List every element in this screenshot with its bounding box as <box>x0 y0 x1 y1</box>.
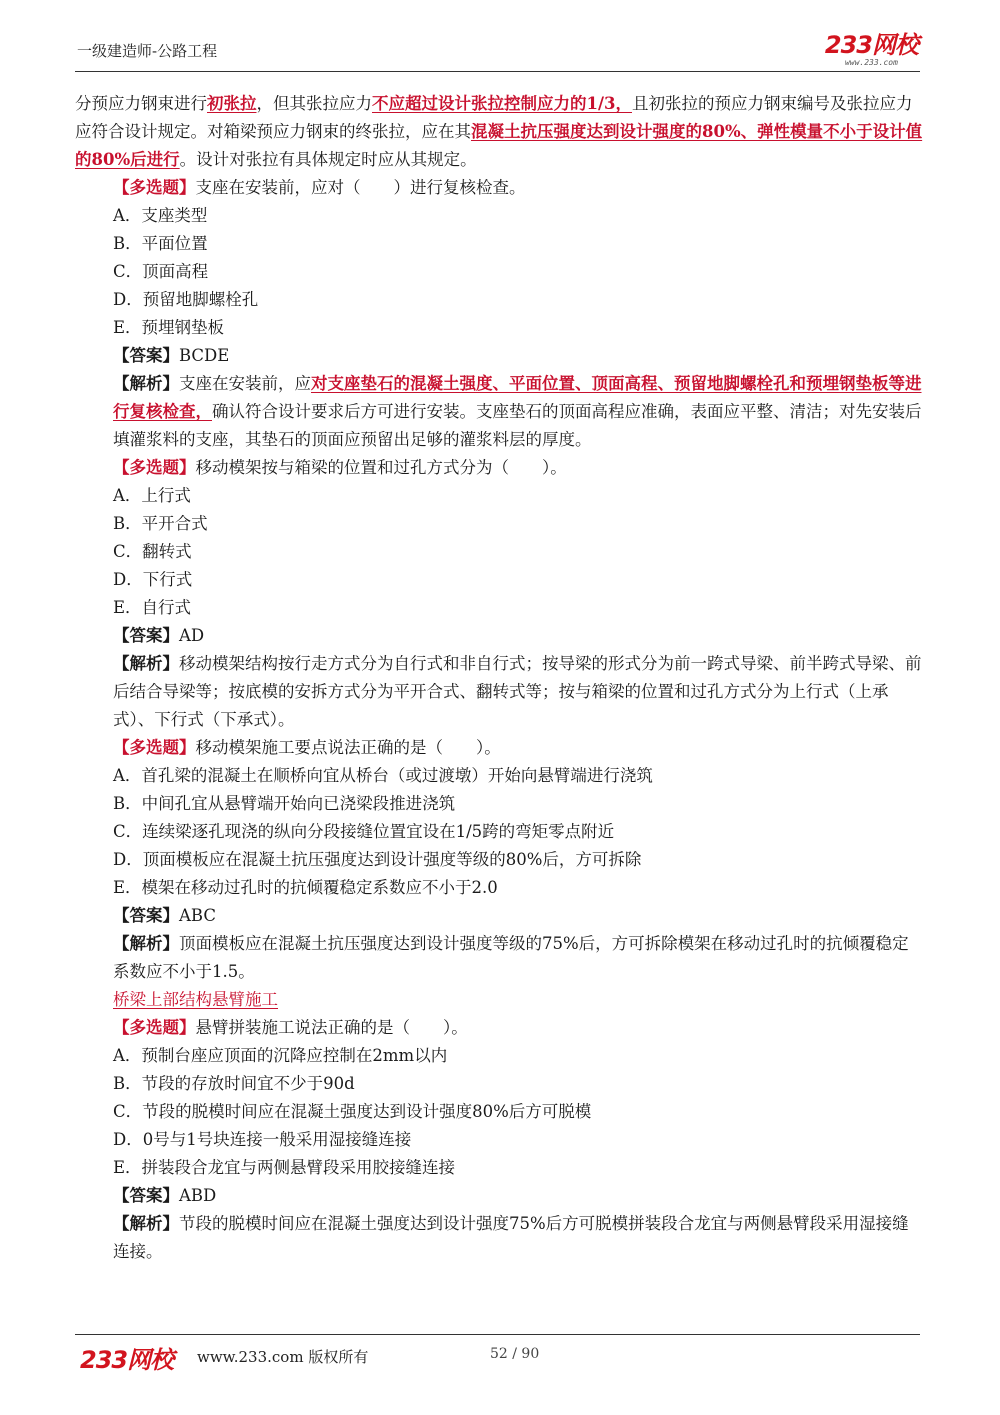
option: D．顶面模板应在混凝土抗压强度达到设计强度等级的80%后，方可拆除 <box>113 850 642 869</box>
brand-logo[interactable] <box>825 32 918 67</box>
question-stem: 【多选题】悬臂拼装施工说法正确的是（ ）。 <box>113 1018 468 1037</box>
analysis: 【解析】移动模架结构按行走方式分为自行式和非自行式；按导梁的形式分为前一跨式导梁、前半跨式导梁、前后结合导梁等；按底模的安拆方式分为平开合式、翻转式等；按与箱梁的位置和过孔方式分为上行式（上承式）、下行式（下承式）。 <box>113 654 922 729</box>
analysis: 【解析】节段的脱模时间应在混凝土强度达到设计强度75%后方可脱模拼装段合龙宜与两侧悬臂段采用湿接缝连接。 <box>113 1214 909 1261</box>
section-heading: 桥梁上部结构悬臂施工 <box>113 990 278 1009</box>
footer-logo[interactable]: 233网校 <box>80 1346 174 1374</box>
highlight: 对支座垫石的混凝土强度、平面位置、顶面高程、预留地脚螺栓孔和预埋钢垫板等进行复核检查， <box>113 374 922 421</box>
page-number: 52 / 90 <box>490 1346 540 1362</box>
option: D．0号与1号块连接一般采用湿接缝连接 <box>113 1130 412 1149</box>
option: B．中间孔宜从悬臂端开始向已浇梁段推进浇筑 <box>113 794 456 813</box>
highlight: 不应超过设计张拉控制应力的1/3， <box>372 94 632 113</box>
analysis: 【解析】支座在安装前，应对支座垫石的混凝土强度、平面位置、顶面高程、预留地脚螺栓孔和预埋钢垫板等进行复核检查，确认符合设计要求后方可进行安装。支座垫石的顶面高程应准确，表面应平整、清洁；对先安装后填灌浆料的支座，其垫石的顶面应预留出足够的灌浆料层的厚度。 <box>113 374 922 449</box>
question-type-tag: 【多选题】 <box>113 178 196 197</box>
header-title: 一级建造师-公路工程 <box>77 42 218 60</box>
page-footer <box>75 1340 920 1374</box>
option: D．下行式 <box>113 570 193 589</box>
footer-divider <box>75 1334 920 1335</box>
option: E．自行式 <box>113 598 192 617</box>
logo-text: 233网校 <box>824 31 918 59</box>
option: C．连续梁逐孔现浇的纵向分段接缝位置宜设在1/5跨的弯矩零点附近 <box>113 822 615 841</box>
question-stem: 【多选题】移动模架按与箱梁的位置和过孔方式分为（ ）。 <box>113 458 567 477</box>
header-divider <box>75 71 920 72</box>
option: B．节段的存放时间宜不少于90d <box>113 1074 355 1093</box>
option: A．上行式 <box>113 486 191 505</box>
question-stem: 【多选题】支座在安装前，应对（ ）进行复核检查。 <box>113 178 526 197</box>
question-stem: 【多选题】移动模架施工要点说法正确的是（ ）。 <box>113 738 501 757</box>
intro-paragraph: 分预应力钢束进行初张拉，但其张拉应力不应超过设计张拉控制应力的1/3，且初张拉的预应力钢束编号及张拉应力应符合设计规定。对箱梁预应力钢束的终张拉，应在其混凝土抗压强度达到设计强度的80%、弹性模量不小于设计值的80%后进行。设计对张拉有具体规定时应从其规定。 <box>75 94 923 169</box>
answer: 【答案】BCDE <box>113 346 230 365</box>
footer-copyright: www.233.com 版权所有 <box>197 1348 369 1366</box>
option: A．首孔梁的混凝土在顺桥向宜从桥台（或过渡墩）开始向悬臂端进行浇筑 <box>113 766 653 785</box>
option: C．翻转式 <box>113 542 192 561</box>
document-body <box>75 90 925 1266</box>
page-header <box>75 30 920 74</box>
option: A．支座类型 <box>113 206 208 225</box>
highlight: 混凝土抗压强度达到设计强度的80%、弹性模量不小于设计值的80%后进行 <box>75 122 923 169</box>
option: E．模架在移动过孔时的抗倾覆稳定系数应不小于2.0 <box>113 878 498 897</box>
question-type-tag: 【多选题】 <box>113 1018 196 1037</box>
option: C．节段的脱模时间应在混凝土强度达到设计强度80%后方可脱模 <box>113 1102 592 1121</box>
option: A．预制台座应顶面的沉降应控制在2mm以内 <box>113 1046 448 1065</box>
question-type-tag: 【多选题】 <box>113 738 196 757</box>
answer: 【答案】AD <box>113 626 205 645</box>
option: C．顶面高程 <box>113 262 209 281</box>
highlight: 初张拉 <box>207 94 257 113</box>
answer: 【答案】ABD <box>113 1186 217 1205</box>
option: E．预埋钢垫板 <box>113 318 225 337</box>
option: B．平面位置 <box>113 234 208 253</box>
logo-url: www.233.com <box>844 58 898 67</box>
option: B．平开合式 <box>113 514 208 533</box>
answer: 【答案】ABC <box>113 906 216 925</box>
analysis: 【解析】顶面模板应在混凝土抗压强度达到设计强度等级的75%后，方可拆除模架在移动过孔时的抗倾覆稳定系数应不小于1.5。 <box>113 934 909 981</box>
option: E．拼装段合龙宜与两侧悬臂段采用胶接缝连接 <box>113 1158 456 1177</box>
question-type-tag: 【多选题】 <box>113 458 196 477</box>
option: D．预留地脚螺栓孔 <box>113 290 259 309</box>
